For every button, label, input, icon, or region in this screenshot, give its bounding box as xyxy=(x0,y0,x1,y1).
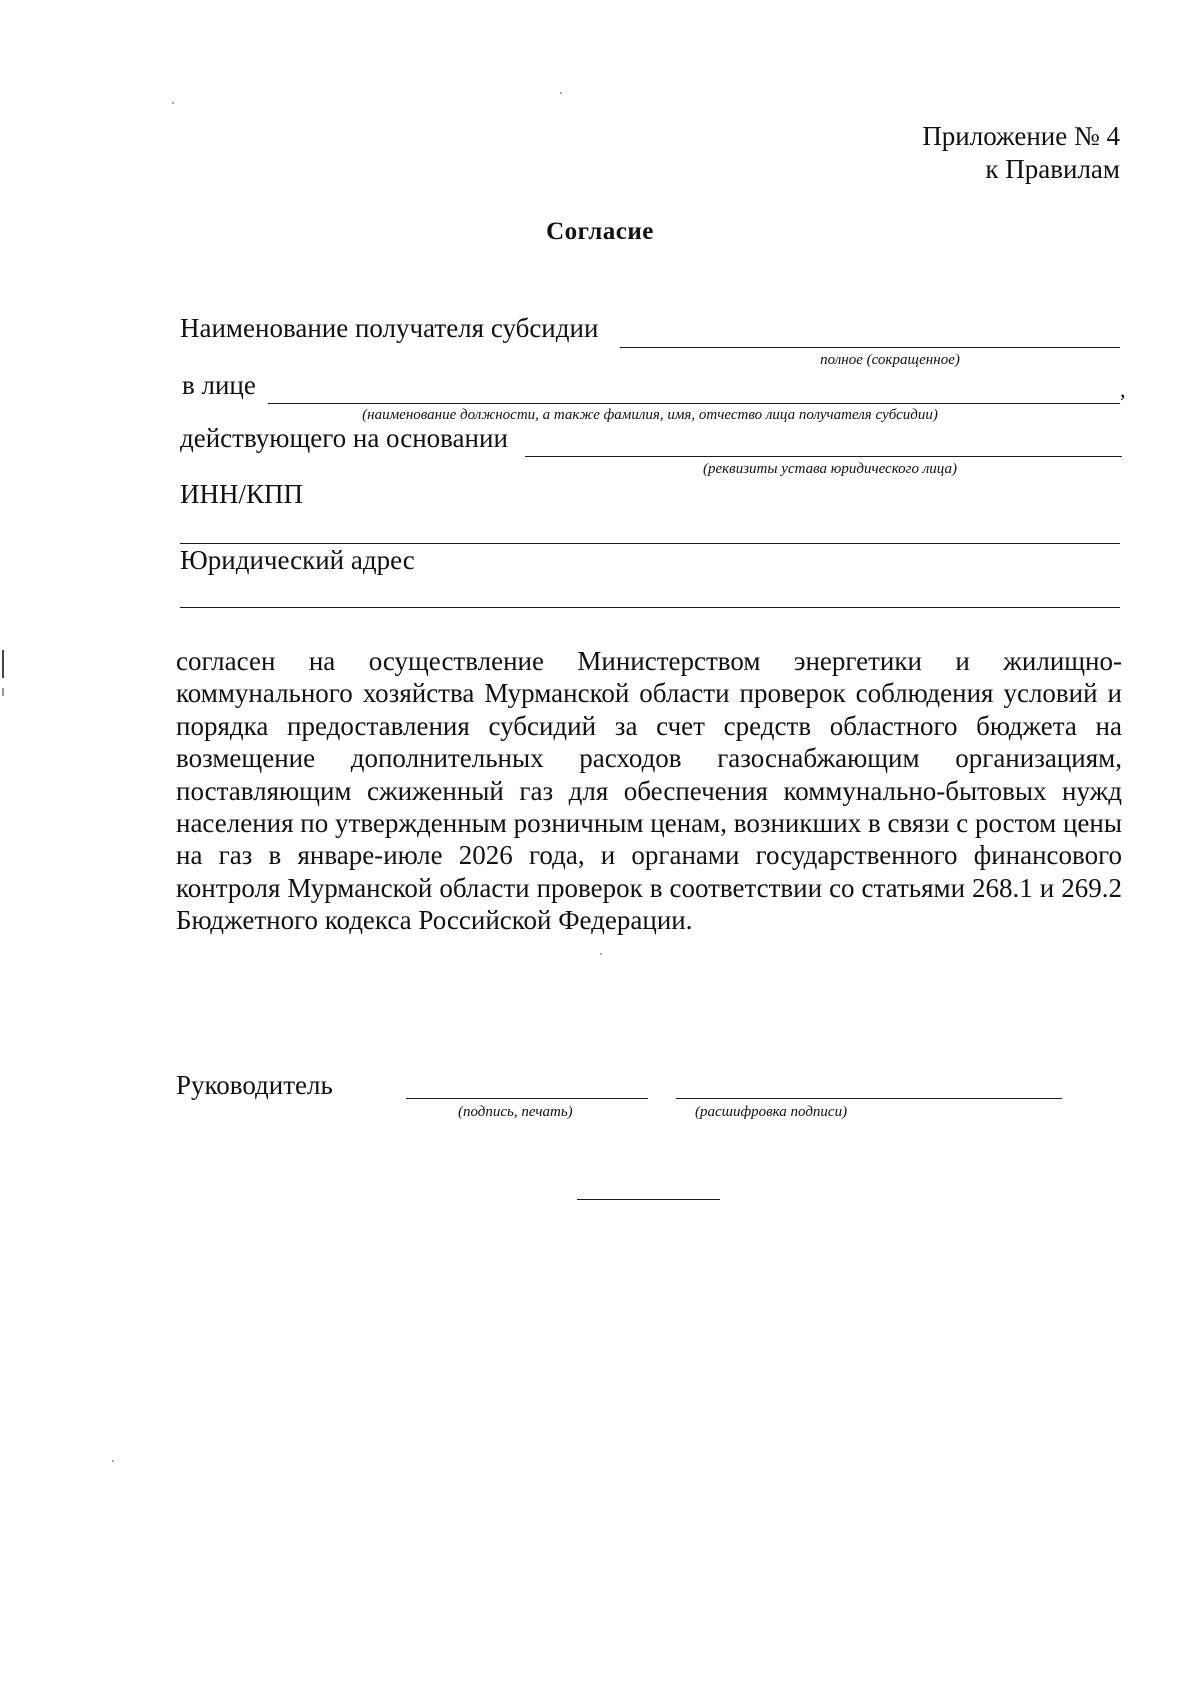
represented-by-label: в лице xyxy=(182,370,256,400)
scan-speck xyxy=(600,953,602,955)
represented-by-comma: , xyxy=(1120,377,1126,402)
acting-basis-line[interactable] xyxy=(525,456,1122,457)
document-title: Согласие xyxy=(546,218,654,245)
consent-paragraph: согласен на осуществление Министерством энергетики и жилищно-коммунального хозяйства Мурманской области проверок соблюдения условий и порядка предоставления субсидий за счет средств областного бюджета на возмещение дополнительных расходов газоснабжающим организациям, поставляющим сжиженный газ для обеспечения коммунально-бытовых нужд населения по утвержденным розничным ценам, возникших в связи с ростом цены на газ в январе-июле 2026 года, и органами государственного финансового контроля Мурманской области проверок в соответствии со статьями 268.1 и 269.2 Бюджетного кодекса Российской Федерации. xyxy=(176,646,1122,936)
inn-kpp-line[interactable] xyxy=(180,543,1120,544)
scan-edge-mark xyxy=(2,650,4,678)
signature-decode-line[interactable] xyxy=(676,1098,1062,1099)
recipient-name-line[interactable] xyxy=(620,347,1120,348)
legal-address-label: Юридический адрес xyxy=(180,545,415,575)
closing-separator xyxy=(577,1199,720,1200)
recipient-name-label: Наименование получателя субсидии xyxy=(180,313,599,343)
scan-speck xyxy=(112,1460,114,1462)
acting-basis-label: действующего на основании xyxy=(180,423,508,453)
signature-line[interactable] xyxy=(406,1098,648,1099)
signature-hint: (подпись, печать) xyxy=(458,1104,573,1120)
appendix-number: Приложение № 4 xyxy=(922,121,1120,151)
legal-address-line[interactable] xyxy=(180,607,1120,608)
scan-edge-mark xyxy=(2,688,4,696)
scan-speck xyxy=(560,92,562,94)
scan-speck xyxy=(172,102,174,104)
acting-basis-hint: (реквизиты устава юридического лица) xyxy=(703,461,957,477)
appendix-rules-ref: к Правилам xyxy=(985,154,1120,184)
represented-by-line[interactable] xyxy=(268,403,1120,404)
inn-kpp-label: ИНН/КПП xyxy=(180,479,304,509)
signature-decode-hint: (расшифровка подписи) xyxy=(695,1104,848,1120)
represented-by-hint: (наименование должности, а также фамилия, имя, отчество лица получателя субсидии) xyxy=(362,407,938,423)
signatory-label: Руководитель xyxy=(176,1070,333,1100)
recipient-name-hint: полное (сокращенное) xyxy=(820,352,960,368)
